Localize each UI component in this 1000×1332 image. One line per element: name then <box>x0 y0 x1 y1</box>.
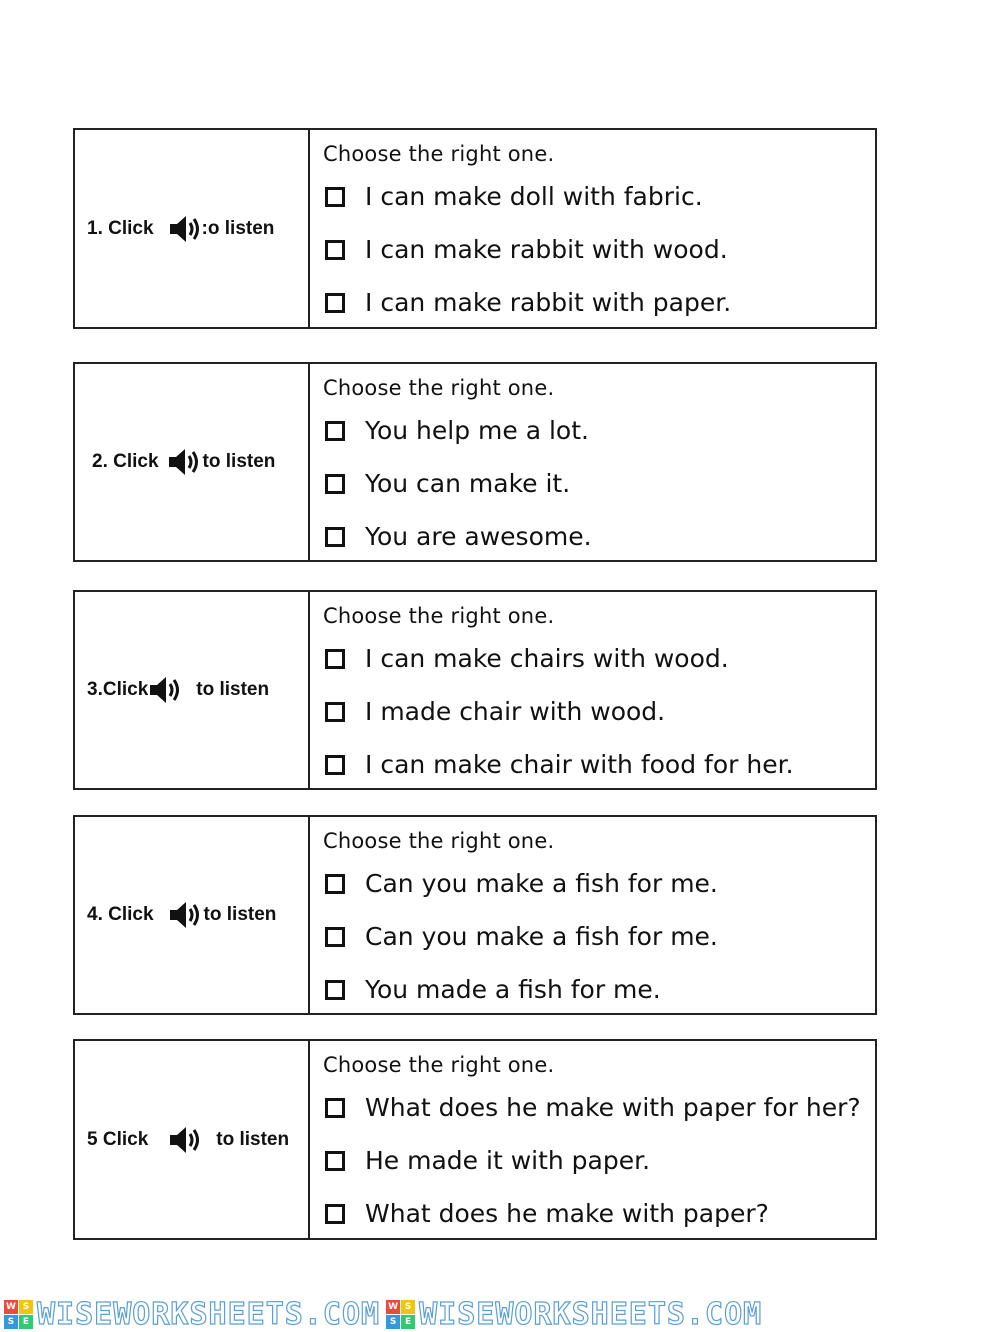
listen-prefix: 5 Click <box>87 1128 149 1150</box>
option-label: I can make doll with fabric. <box>365 182 703 211</box>
option-1[interactable] <box>325 182 703 211</box>
checkbox-icon[interactable] <box>325 755 345 775</box>
question-card-4 <box>73 815 877 1015</box>
question-card-3 <box>73 590 877 790</box>
option-3[interactable] <box>325 750 794 779</box>
logo-tile: S <box>386 1315 400 1329</box>
logo-tile: S <box>401 1300 415 1314</box>
option-label: I can make chairs with wood. <box>365 644 729 673</box>
watermark-text: WISEWORKSHEETS.COM <box>37 1296 381 1332</box>
logo-tile: E <box>401 1315 415 1329</box>
checkbox-icon[interactable] <box>325 1151 345 1171</box>
logo-tile: E <box>19 1315 33 1329</box>
listen-cell <box>75 1041 310 1238</box>
listen-suffix: to listen <box>202 451 276 472</box>
question-card-2 <box>73 362 877 562</box>
option-2[interactable] <box>325 469 570 498</box>
option-2[interactable] <box>325 1146 650 1175</box>
checkbox-icon[interactable] <box>325 1098 345 1118</box>
speaker-icon[interactable] <box>168 214 204 244</box>
listen-instruction <box>87 214 274 244</box>
site-logo-icon <box>4 1300 33 1329</box>
option-3[interactable] <box>325 288 731 317</box>
option-3[interactable] <box>325 975 661 1004</box>
checkbox-icon[interactable] <box>325 474 345 494</box>
option-label: What does he make with paper for her? <box>365 1093 861 1122</box>
option-label: I made chair with wood. <box>365 697 666 726</box>
checkbox-icon[interactable] <box>325 980 345 1000</box>
listen-instruction <box>87 1125 289 1155</box>
prompt-text: Choose the right one. <box>323 142 555 166</box>
prompt-text: Choose the right one. <box>323 1053 555 1077</box>
watermark-brand-1 <box>4 1297 380 1332</box>
prompt-text: Choose the right one. <box>323 376 555 400</box>
choices-cell <box>310 130 875 327</box>
watermark-brand-2 <box>386 1297 762 1332</box>
option-1[interactable] <box>325 644 729 673</box>
checkbox-icon[interactable] <box>325 649 345 669</box>
option-label: What does he make with paper? <box>365 1199 769 1228</box>
checkbox-icon[interactable] <box>325 702 345 722</box>
checkbox-icon[interactable] <box>325 1204 345 1224</box>
speaker-icon[interactable] <box>168 1125 204 1155</box>
listen-prefix: 4. Click <box>87 904 154 925</box>
checkbox-icon[interactable] <box>325 421 345 441</box>
speaker-icon[interactable] <box>168 900 204 930</box>
speaker-icon[interactable] <box>148 675 184 705</box>
checkbox-icon[interactable] <box>325 240 345 260</box>
choices-cell <box>310 817 875 1013</box>
listen-prefix: 2. Click <box>92 451 159 472</box>
choices-cell <box>310 364 875 560</box>
listen-instruction <box>87 900 276 930</box>
logo-tile: S <box>19 1300 33 1314</box>
option-label: I can make rabbit with paper. <box>365 288 732 317</box>
option-label: Can you make a fish for me. <box>365 869 718 898</box>
listen-instruction <box>87 675 269 705</box>
listen-prefix: 1. Click <box>87 217 154 239</box>
logo-tile: S <box>4 1315 18 1329</box>
question-card-5 <box>73 1039 877 1240</box>
option-1[interactable] <box>325 1093 861 1122</box>
listen-prefix: 3.Click <box>87 679 149 700</box>
logo-tile: W <box>386 1300 400 1314</box>
question-card-1 <box>73 128 877 329</box>
option-1[interactable] <box>325 416 589 445</box>
option-2[interactable] <box>325 922 718 951</box>
site-logo-icon <box>386 1300 415 1329</box>
choices-cell <box>310 1041 875 1238</box>
option-3[interactable] <box>325 1199 769 1228</box>
option-label: He made it with paper. <box>365 1146 651 1175</box>
checkbox-icon[interactable] <box>325 187 345 207</box>
watermark-footer <box>0 1296 1000 1332</box>
logo-tile: W <box>4 1300 18 1314</box>
listen-suffix: to listen <box>196 679 270 700</box>
option-label: Can you make a fish for me. <box>365 922 718 951</box>
option-label: I can make rabbit with wood. <box>365 235 728 264</box>
checkbox-icon[interactable] <box>325 293 345 313</box>
listen-suffix: to listen <box>203 904 277 925</box>
speaker-icon[interactable] <box>167 447 203 477</box>
listen-cell <box>75 817 310 1013</box>
checkbox-icon[interactable] <box>325 527 345 547</box>
listen-suffix: to listen <box>216 1128 290 1150</box>
listen-cell <box>75 130 310 327</box>
watermark-text: WISEWORKSHEETS.COM <box>419 1296 763 1332</box>
option-label: You are awesome. <box>365 522 592 551</box>
option-label: I can make chair with food for her. <box>365 750 794 779</box>
option-label: You made a fish for me. <box>365 975 661 1004</box>
option-label: You help me a lot. <box>365 416 589 445</box>
option-label: You can make it. <box>365 469 571 498</box>
prompt-text: Choose the right one. <box>323 604 555 628</box>
option-1[interactable] <box>325 869 718 898</box>
checkbox-icon[interactable] <box>325 874 345 894</box>
listen-cell <box>75 364 310 560</box>
prompt-text: Choose the right one. <box>323 829 555 853</box>
option-2[interactable] <box>325 697 665 726</box>
checkbox-icon[interactable] <box>325 927 345 947</box>
listen-instruction <box>92 447 275 477</box>
option-2[interactable] <box>325 235 728 264</box>
choices-cell <box>310 592 875 788</box>
listen-cell <box>75 592 310 788</box>
listen-suffix: :o listen <box>201 217 275 239</box>
option-3[interactable] <box>325 522 592 551</box>
